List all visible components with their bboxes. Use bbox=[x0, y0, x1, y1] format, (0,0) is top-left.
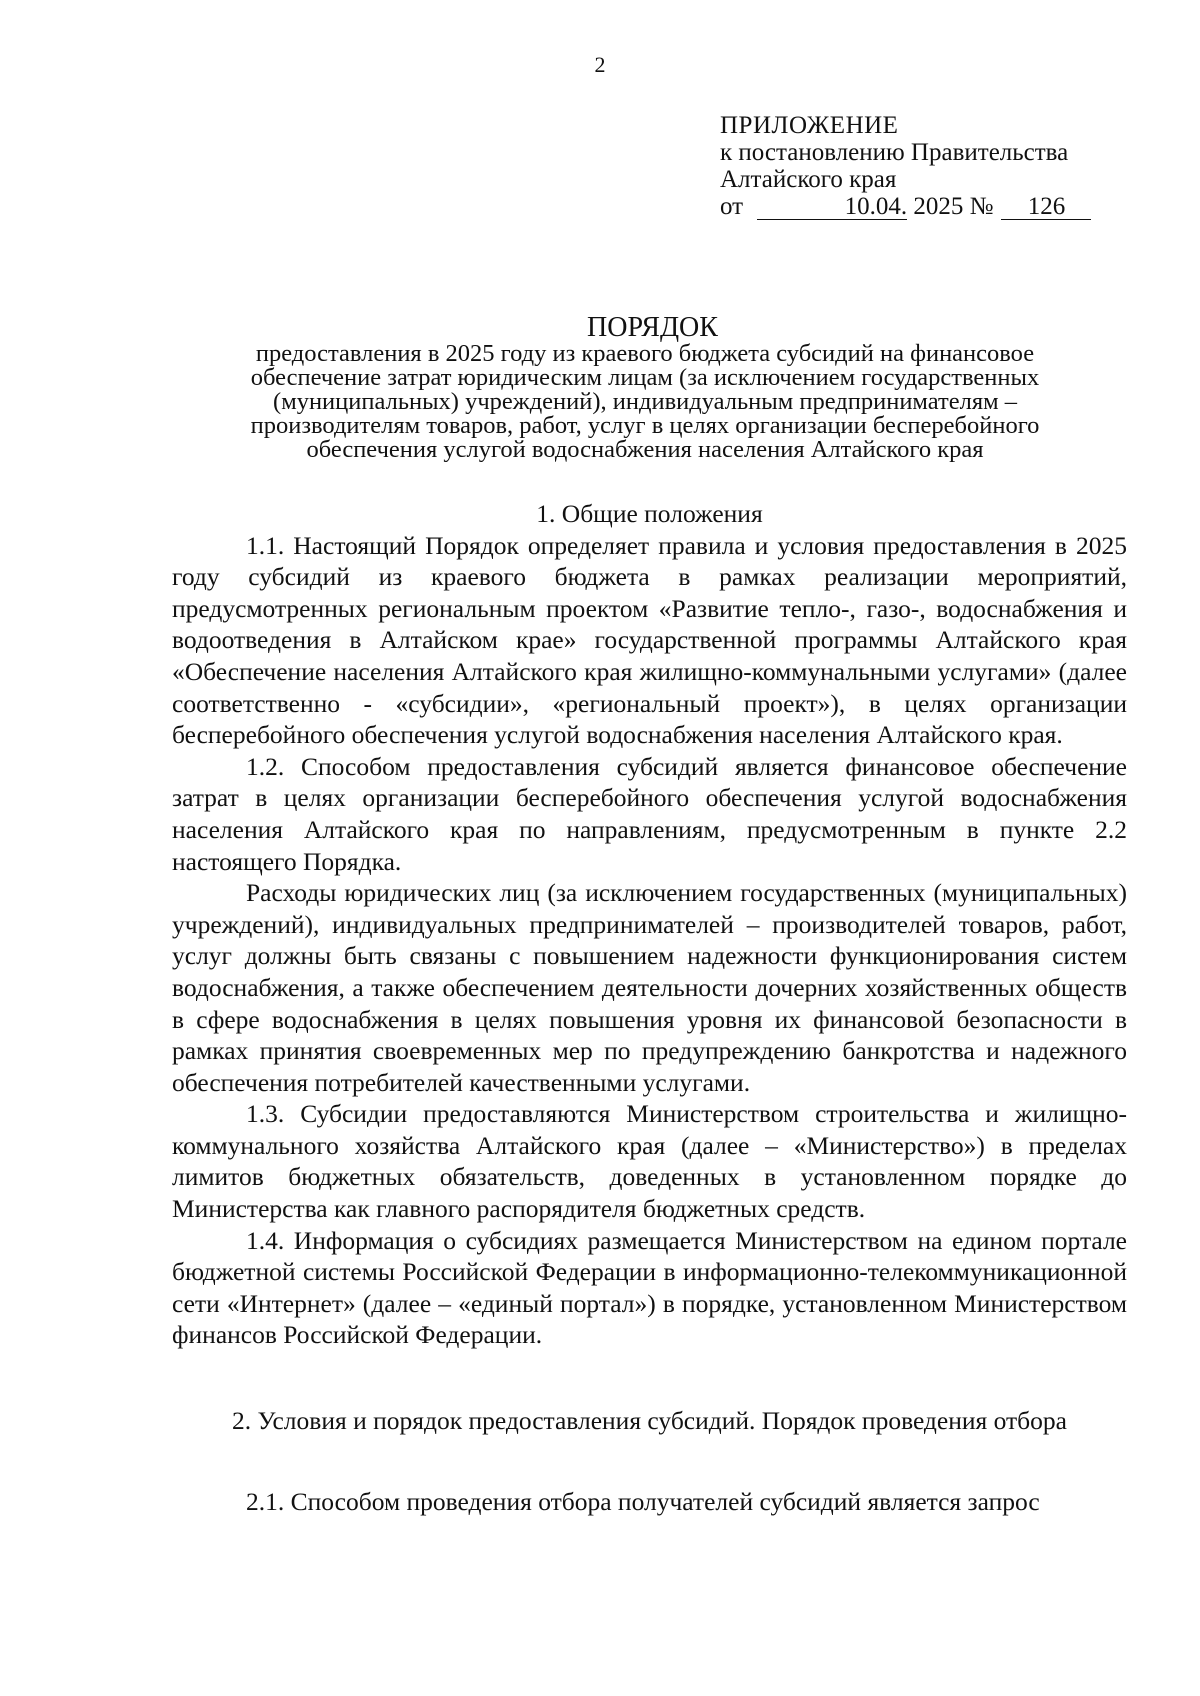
appendix-line-2: Алтайского края bbox=[720, 166, 897, 193]
appendix-block bbox=[720, 112, 1091, 220]
section-1-heading: 1. Общие положения bbox=[536, 499, 763, 528]
appendix-line-1: к постановлению Правительства bbox=[720, 139, 1069, 166]
number-value: 126 bbox=[1027, 193, 1066, 220]
paragraph-2-1: 2.1. Способом проведения отбора получателей субсидий является запрос bbox=[246, 1487, 1040, 1517]
paragraph-1-2-expenses: Расходы юридических лиц (за исключением государственных (муниципальных) учреждений), индивидуальных предпринимателей – производителей товаров, работ, услуг должны быть связаны с повышением надежности функционирования систем водоснабжения, а также обеспечением деятельности дочерних хозяйственных обществ в сфере водоснабжения в целях повышения уровня их финансовой безопасности в рамках принятия своевременных мер по предупреждению банкротства и надежного обеспечения потребителей качественными услугами. bbox=[172, 878, 1127, 1097]
appendix-date-row bbox=[720, 193, 1091, 220]
paragraph-1-4: 1.4. Информация о субсидиях размещается Министерством на едином портале бюджетной системы Российской Федерации в информационно-телекоммуникационной сети «Интернет» (далее – «единый портал») в порядке, установленном Министерством финансов Российской Федерации. bbox=[172, 1225, 1127, 1350]
section-2-heading: 2. Условия и порядок предоставления субсидий. Порядок проведения отбора bbox=[232, 1406, 1067, 1436]
year-value: 2025 bbox=[913, 193, 964, 220]
paragraph-1-3: 1.3. Субсидии предоставляются Министерством строительства и жилищно-коммунального хозяйства Алтайского края (далее – «Министерство») в пределах лимитов бюджетных обязательств, доведенных в установленном порядке до Министерства как главного распорядителя бюджетных средств. bbox=[172, 1099, 1127, 1224]
document-title: ПОРЯДОК bbox=[587, 312, 718, 343]
document-subtitle: предоставления в 2025 году из краевого бюджета субсидий на финансовое обеспечение затрат юридическим лицам (за исключением государственных (муниципальных) учреждений), индивидуальным предпринимателям – производителям товаров, работ, услуг в целях организации бесперебойного обеспечения услугой водоснабжения населения Алтайского края bbox=[250, 340, 1040, 463]
paragraph-1-1: 1.1. Настоящий Порядок определяет правила и условия предоставления в 2025 году субсидий из краевого бюджета в рамках реализации мероприятий, предусмотренных региональным проектом «Развитие тепло-, газо-, водоснабжения и водоотведения в Алтайском крае» государственной программы Алтайского края «Обеспечение населения Алтайского края жилищно-коммунальными услугами» (далее соответственно - «субсидии», «региональный проект»), в целях организации бесперебойного обеспечения услугой водоснабжения населения Алтайского края. bbox=[172, 530, 1127, 750]
page-number: 2 bbox=[594, 52, 606, 77]
date-blank bbox=[757, 194, 907, 220]
appendix-title: ПРИЛОЖЕНИЕ bbox=[720, 112, 899, 139]
number-sign: № bbox=[969, 193, 994, 220]
paragraph-1-2: 1.2. Способом предоставления субсидий является финансовое обеспечение затрат в целях организации бесперебойного обеспечения услугой водоснабжения населения Алтайского края по направлениям, предусмотренным в пункте 2.2 настоящего Порядка. bbox=[172, 751, 1127, 876]
document-body bbox=[172, 498, 1127, 1518]
from-label: от bbox=[720, 193, 744, 220]
number-blank bbox=[1001, 194, 1091, 220]
date-value: 10.04. bbox=[844, 193, 908, 220]
